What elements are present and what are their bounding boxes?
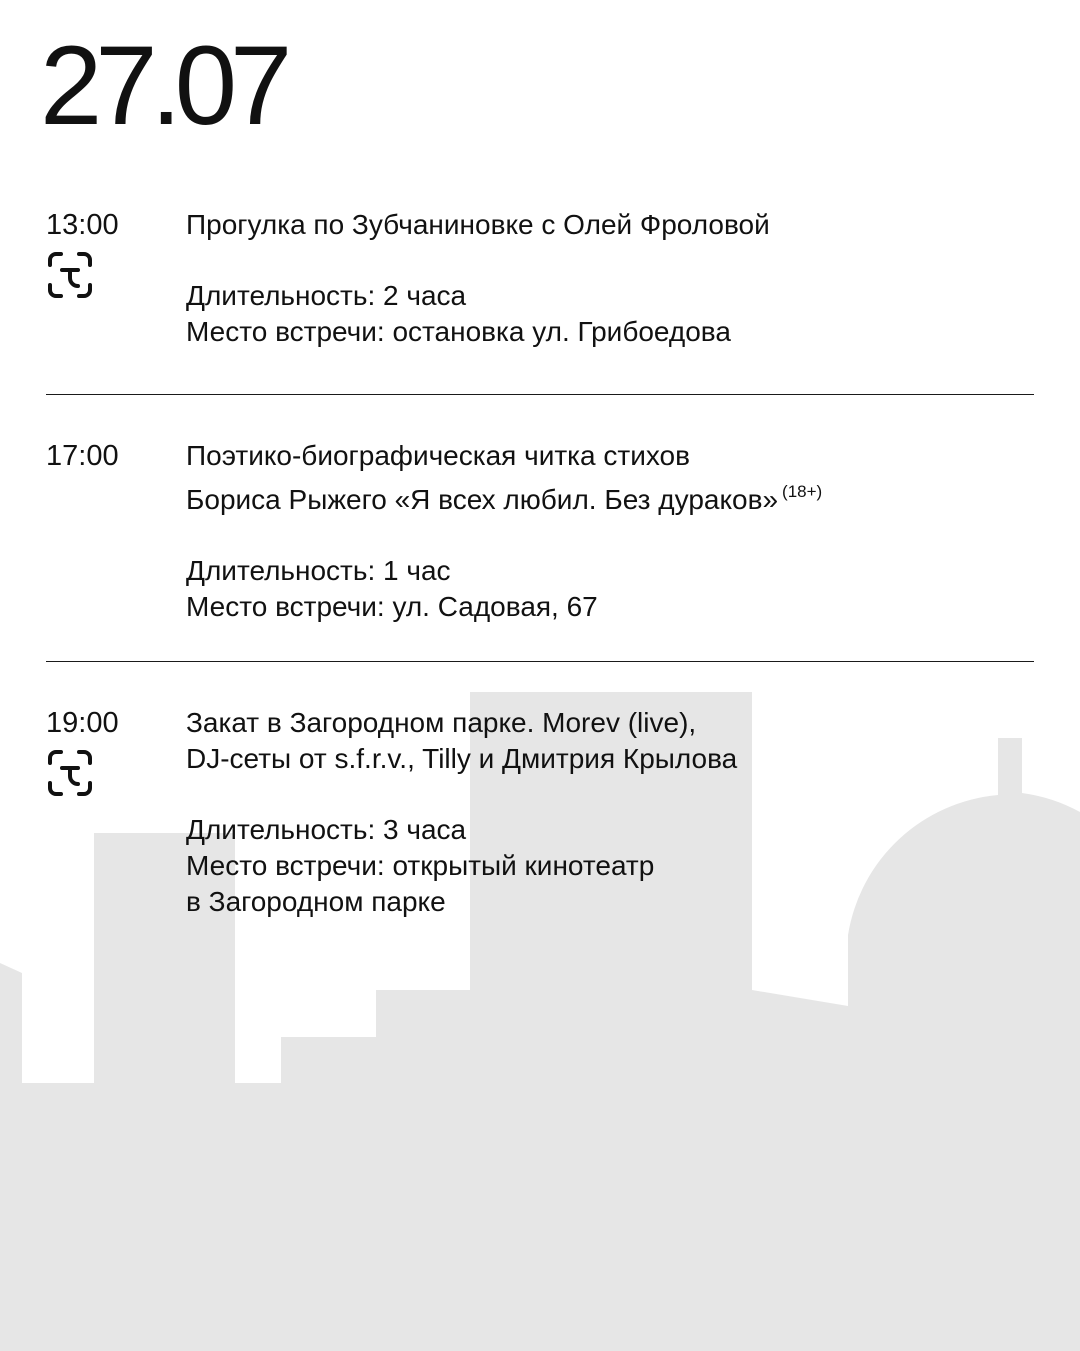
event-title-line: Поэтико-биографическая читка стихов <box>186 440 690 471</box>
event-details <box>186 278 1034 350</box>
divider <box>46 661 1034 662</box>
event-details <box>186 812 1034 920</box>
event-body <box>186 705 1034 920</box>
event-time: 19:00 <box>46 707 119 739</box>
event-item <box>46 207 1034 350</box>
event-item <box>46 705 1034 920</box>
event-duration: Длительность: 3 часа <box>186 814 467 845</box>
scan-t-icon <box>46 251 94 299</box>
event-body <box>186 438 1034 625</box>
event-item <box>46 438 1034 625</box>
event-location: Место встречи: ул. Садовая, 67 <box>186 591 598 622</box>
event-location: в Загородном парке <box>186 886 446 917</box>
event-title-line: Закат в Загородном парке. Morev (live), <box>186 707 697 738</box>
event-title <box>186 207 1034 243</box>
event-time: 17:00 <box>46 440 119 472</box>
event-title-text: Бориса Рыжего «Я всех любил. Без дураков» <box>186 484 779 515</box>
event-location: Место встречи: открытый кинотеатр <box>186 850 655 881</box>
event-details <box>186 553 1034 625</box>
event-location: Место встречи: остановка ул. Грибоедова <box>186 316 731 347</box>
event-title-line <box>186 474 1034 518</box>
event-title-line: DJ-сеты от s.f.r.v., Tilly и Дмитрия Крылова <box>186 743 738 774</box>
event-time: 13:00 <box>46 209 119 241</box>
scan-t-icon <box>46 749 94 797</box>
event-title <box>186 705 1034 777</box>
divider <box>46 394 1034 395</box>
event-body <box>186 207 1034 350</box>
event-title-line: Прогулка по Зубчаниновке с Олей Фроловой <box>186 209 770 240</box>
event-duration: Длительность: 1 час <box>186 555 451 586</box>
event-title <box>186 438 1034 518</box>
event-duration: Длительность: 2 часа <box>186 280 467 311</box>
page-title: 27.07 <box>40 23 286 148</box>
age-rating-badge: (18+) <box>782 482 823 501</box>
